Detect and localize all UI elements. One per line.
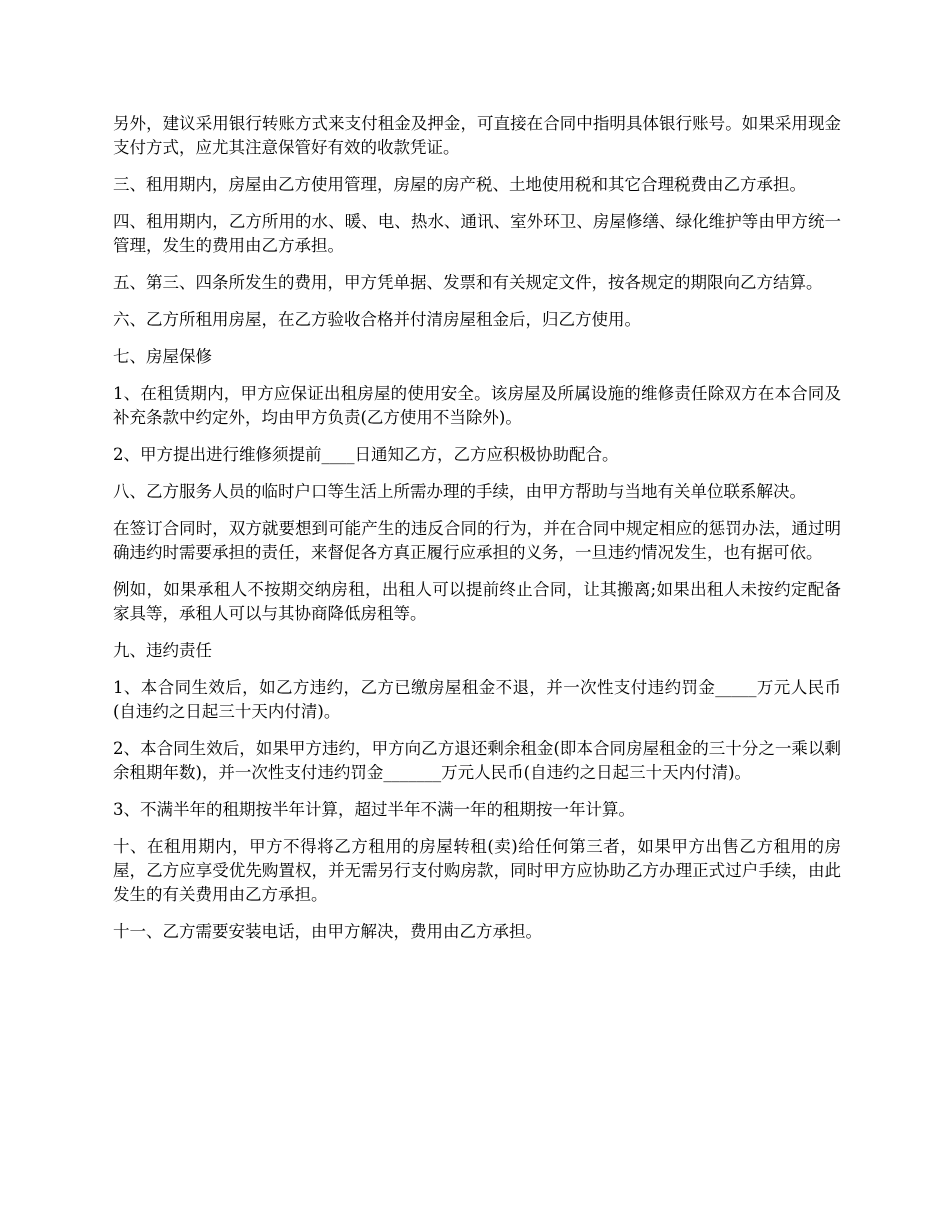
clause-5: 五、第三、四条所发生的费用，甲方凭单据、发票和有关规定文件，按各规定的期限向乙方结算。 xyxy=(113,273,823,292)
clause-9-item-1: 1、本合同生效后，如乙方违约，乙方已缴房屋租金不退，并一次性支付违约罚金_____万元人民币(自违约之日起三十天内付清)。 xyxy=(113,678,841,721)
clause-11: 十一、乙方需要安装电话，由甲方解决，费用由乙方承担。 xyxy=(113,922,542,941)
clause-6: 六、乙方所租用房屋，在乙方验收合格并付清房屋租金后，归乙方使用。 xyxy=(113,310,641,329)
paragraph-breach-advice: 在签订合同时，双方就要想到可能产生的违反合同的行为，并在合同中规定相应的惩罚办法，通过明确违约时需要承担的责任，来督促各方真正履行应承担的义务，一旦违约情况发生，也有据可依。 xyxy=(113,519,841,562)
document-body xyxy=(113,112,841,957)
clause-9-item-3: 3、不满半年的租期按半年计算，超过半年不满一年的租期按一年计算。 xyxy=(113,800,635,819)
clause-9-item-2: 2、本合同生效后，如果甲方违约，甲方向乙方退还剩余租金(即本合同房屋租金的三十分之一乘以剩余租期年数)，并一次性支付违约罚金_______万元人民币(自违约之日起三十天内付清)。 xyxy=(113,739,841,782)
clause-9-heading: 九、违约责任 xyxy=(113,641,212,660)
clause-10: 十、在租用期内，甲方不得将乙方租用的房屋转租(卖)给任何第三者，如果甲方出售乙方租用的房屋，乙方应享受优先购置权，并无需另行支付购房款，同时甲方应协助乙方办理正式过户手续，由此发生的有关费用由乙方承担。 xyxy=(113,837,841,904)
clause-7-item-1: 1、在租赁期内，甲方应保证出租房屋的使用安全。该房屋及所属设施的维修责任除双方在本合同及补充条款中约定外，均由甲方负责(乙方使用不当除外)。 xyxy=(113,384,841,427)
paragraph-breach-example: 例如，如果承租人不按期交纳房租，出租人可以提前终止合同，让其搬离;如果出租人未按约定配备家具等，承租人可以与其协商降低房租等。 xyxy=(113,580,841,623)
clause-7-heading: 七、房屋保修 xyxy=(113,347,212,366)
clause-8: 八、乙方服务人员的临时户口等生活上所需办理的手续，由甲方帮助与当地有关单位联系解决。 xyxy=(113,482,806,501)
clause-7-item-2: 2、甲方提出进行维修须提前____日通知乙方，乙方应积极协助配合。 xyxy=(113,445,619,464)
clause-4: 四、租用期内，乙方所用的水、暖、电、热水、通讯、室外环卫、房屋修缮、绿化维护等由甲方统一管理，发生的费用由乙方承担。 xyxy=(113,212,841,255)
paragraph-payment-advice: 另外，建议采用银行转账方式来支付租金及押金，可直接在合同中指明具体银行账号。如果采用现金支付方式，应尤其注意保管好有效的收款凭证。 xyxy=(113,114,841,157)
clause-3: 三、租用期内，房屋由乙方使用管理，房屋的房产税、土地使用税和其它合理税费由乙方承担。 xyxy=(113,175,806,194)
